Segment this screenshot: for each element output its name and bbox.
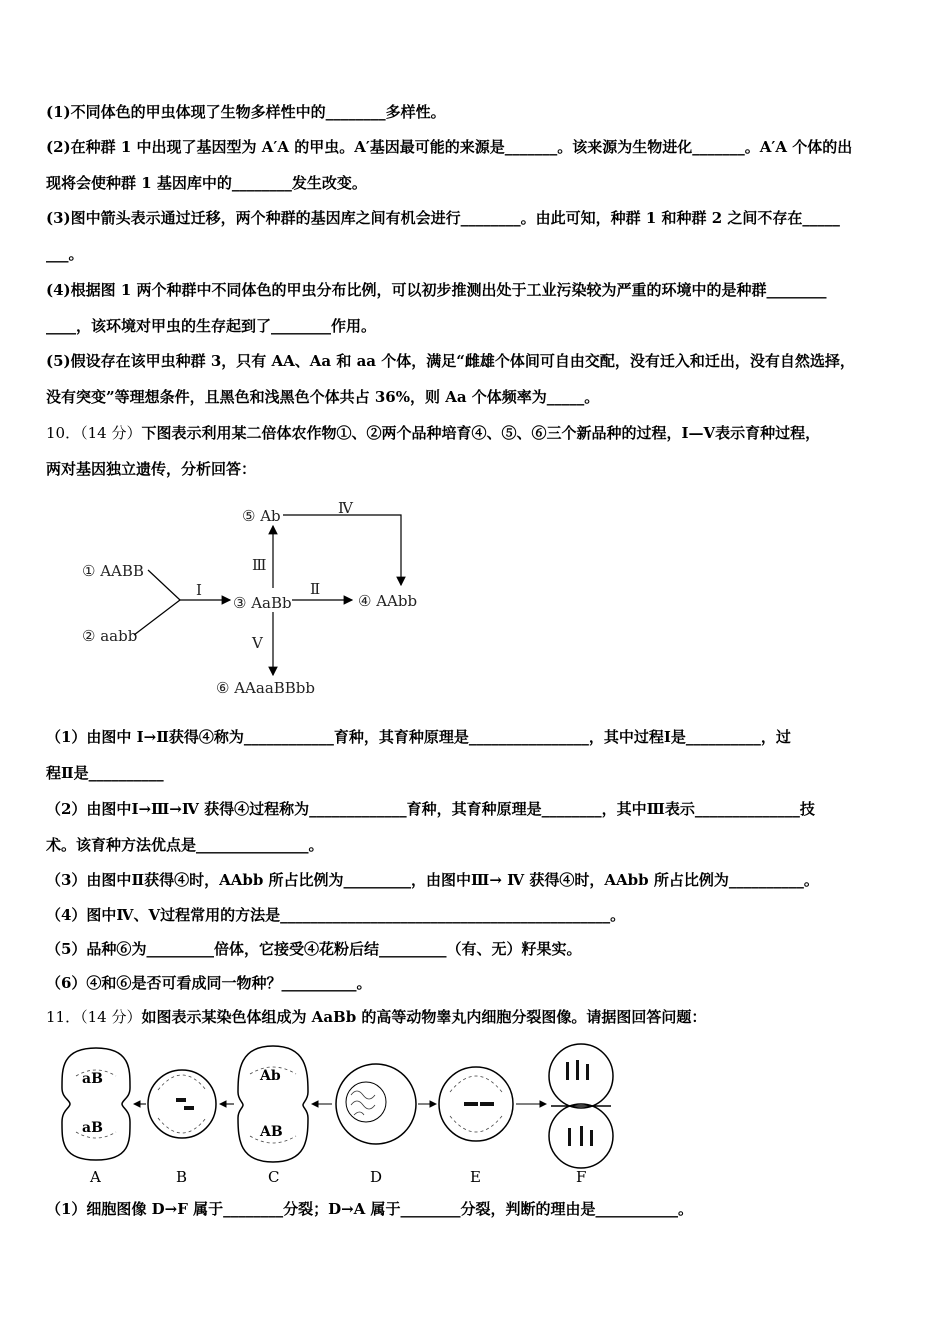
q10-sub2-line2: 术。该育种方法优点是_______________。 xyxy=(46,836,324,854)
label-V: Ⅴ xyxy=(252,634,263,652)
q9-part1: (1)不同体色的甲虫体现了生物多样性中的________多样性。 xyxy=(46,103,446,121)
q10-score: （14 分） xyxy=(80,424,142,442)
label-IV: Ⅳ xyxy=(338,499,353,517)
q10-sub2-line1: （2）由图中Ⅰ→Ⅲ→Ⅳ 获得④过程称为_____________育种，其育种原理是________，其中Ⅲ表示______________技 xyxy=(46,800,815,818)
cell-A xyxy=(62,1048,130,1160)
cell-D xyxy=(336,1064,416,1144)
cell-B xyxy=(148,1070,216,1138)
label-I: Ⅰ xyxy=(196,581,202,599)
node-3: ③ AaBb xyxy=(233,594,292,612)
edge-1-merge xyxy=(148,570,180,600)
arrow-IV xyxy=(283,515,401,585)
q10-sub1-line1: （1）由图中 Ⅰ→Ⅱ获得④称为____________育种，其育种原理是________________，其中过程Ⅰ是__________，过 xyxy=(46,728,791,746)
node-4: ④ AAbb xyxy=(358,592,418,610)
q9-part5-line1: (5)假设存在该甲虫种群 3，只有 AA、Aa 和 aa 个体，满足“雌雄个体间可自由交配，没有迁入和迁出，没有自然选择， xyxy=(46,352,855,370)
q10-number: 10． xyxy=(46,424,81,442)
q10-sub4: （4）图中Ⅳ、Ⅴ过程常用的方法是____________________________________________。 xyxy=(46,906,626,924)
q11-number: 11． xyxy=(46,1008,81,1026)
q9-part3-line1: (3)图中箭头表示通过迁移，两个种群的基因库之间有机会进行________。由此可知，种群 1 和种群 2 之间不存在_____ xyxy=(46,209,840,227)
q10-stem-text: 下图表示利用某二倍体农作物①、②两个品种培育④、⑤、⑥三个新品种的过程，Ⅰ—Ⅴ表示育种过程， xyxy=(141,424,821,442)
q10-stem-line1 xyxy=(46,423,820,443)
label-III: Ⅲ xyxy=(252,556,267,574)
breeding-diagram xyxy=(70,490,450,705)
q11-stem xyxy=(46,1007,706,1027)
q10-stem-line2: 两对基因独立遗传，分析回答： xyxy=(46,460,257,478)
node-1: ① AABB xyxy=(82,562,144,580)
label-II: Ⅱ xyxy=(310,580,321,598)
label-E: E xyxy=(470,1168,481,1186)
q10-sub5: （5）品种⑥为_________倍体，它接受④花粉后结_________（有、无）籽果实。 xyxy=(46,940,582,958)
cell-A-bottom-genes: aB xyxy=(82,1120,103,1136)
q9-part3-line2: ___。 xyxy=(46,245,84,263)
cell-C-top-genes: Ab xyxy=(260,1068,281,1084)
edge-2-merge xyxy=(134,600,180,635)
cell-division-figure xyxy=(46,1040,646,1188)
q11-stem-text: 如图表示某染色体组成为 AaBb 的高等动物睾丸内细胞分裂图像。请据图回答问题： xyxy=(141,1008,707,1026)
q9-part4-line1: (4)根据图 1 两个种群中不同体色的甲虫分布比例，可以初步推测出处于工业污染较为严重的环境中的是种群________ xyxy=(46,281,827,299)
cell-A-top-genes: aB xyxy=(82,1071,103,1087)
q10-sub1-line2: 程Ⅱ是__________ xyxy=(46,764,164,782)
label-B: B xyxy=(176,1168,188,1186)
label-C: C xyxy=(268,1168,280,1186)
q11-sub1: （1）细胞图像 D→F 属于________分裂；D→A 属于________分裂，判断的理由是___________。 xyxy=(46,1200,694,1218)
q9-part2-line1: (2)在种群 1 中出现了基因型为 A′A 的甲虫。A′基因最可能的来源是_______。该来源为生物进化_______。A′A 个体的出 xyxy=(46,138,853,156)
q9-part4-line2: ____，该环境对甲虫的生存起到了________作用。 xyxy=(46,317,377,335)
node-5: ⑤ Ab xyxy=(242,507,281,525)
q9-part5-line2: 没有突变”等理想条件，且黑色和浅黑色个体共占 36%，则 Aa 个体频率为_____。 xyxy=(46,388,600,406)
cell-D-nucleus xyxy=(346,1082,386,1122)
cell-C-bottom-genes: AB xyxy=(260,1124,283,1140)
q11-score: （14 分） xyxy=(80,1008,142,1026)
node-6: ⑥ AAaaBBbb xyxy=(216,679,316,697)
q10-sub3: （3）由图中Ⅱ获得④时，AAbb 所占比例为_________，由图中Ⅲ→ Ⅳ 获得④时，AAbb 所占比例为__________。 xyxy=(46,871,819,889)
q9-part2-line2: 现将会使种群 1 基因库中的________发生改变。 xyxy=(46,174,367,192)
label-A: A xyxy=(90,1168,101,1186)
q10-sub6: （6）④和⑥是否可看成同一物种？__________。 xyxy=(46,974,372,992)
cell-C xyxy=(238,1046,308,1162)
node-2: ② aabb xyxy=(82,627,138,645)
label-D: D xyxy=(370,1168,383,1186)
label-F: F xyxy=(576,1168,587,1186)
cell-F-top xyxy=(549,1044,613,1108)
